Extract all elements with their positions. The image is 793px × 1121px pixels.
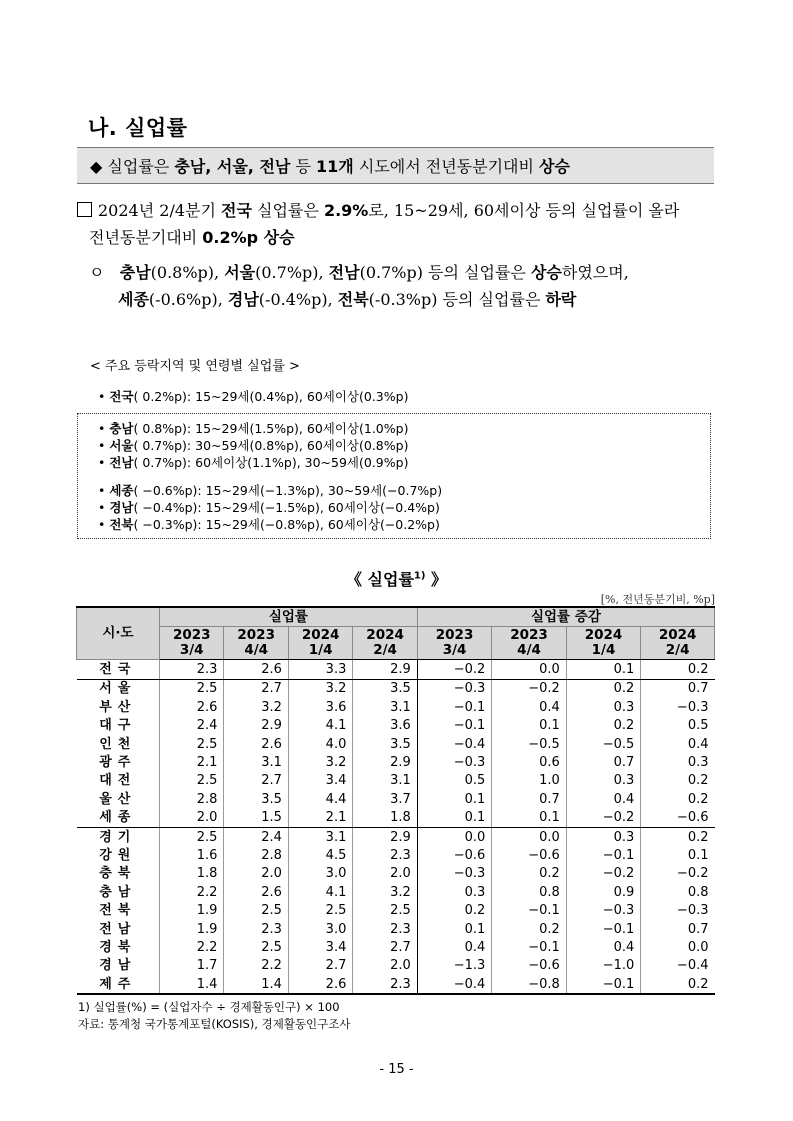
diamond-bullet-icon: ◆: [90, 157, 103, 176]
summary-part: 실업률은: [107, 157, 175, 176]
value-cell: 2.2: [160, 883, 224, 901]
summary-text: [90, 154, 570, 177]
value-cell: 2.7: [353, 938, 417, 956]
value-cell: −0.1: [492, 901, 566, 919]
value-cell: 0.4: [641, 735, 715, 753]
value-cell: −0.6: [641, 809, 715, 828]
para-bold: 충남: [119, 263, 151, 282]
region-cell: 광주: [77, 753, 160, 771]
value-cell: 2.0: [353, 865, 417, 883]
value-cell: 0.3: [417, 883, 491, 901]
value-cell: −0.2: [566, 865, 640, 883]
value-cell: −1.3: [417, 957, 491, 975]
rise-list: [98, 420, 408, 471]
value-cell: −0.3: [641, 901, 715, 919]
value-cell: 3.5: [353, 679, 417, 698]
value-cell: 2.5: [224, 901, 288, 919]
para-text: 2024년 2/4분기: [98, 201, 222, 220]
group-header: 실업률 증감: [417, 607, 714, 627]
region-cell: 제주: [77, 975, 160, 994]
table-row: [77, 827, 715, 846]
para-bold: 0.2%p 상승: [202, 228, 295, 247]
para-bold: 전국: [221, 201, 252, 220]
period-header: 2024 1/4: [566, 627, 640, 660]
value-cell: 2.0: [353, 957, 417, 975]
period-header: 2023 4/4: [224, 627, 288, 660]
value-cell: 0.6: [492, 753, 566, 771]
summary-part: 시도에서 전년동분기대비: [353, 157, 540, 176]
value-cell: −1.0: [566, 957, 640, 975]
value-cell: 0.7: [492, 790, 566, 808]
period-header-row: [77, 627, 715, 660]
paragraph-line-1: [77, 198, 679, 221]
value-cell: 2.6: [224, 883, 288, 901]
value-cell: 0.5: [417, 772, 491, 790]
value-cell: 2.5: [160, 735, 224, 753]
value-cell: 2.2: [160, 938, 224, 956]
region-cell: 울산: [77, 790, 160, 808]
value-cell: 2.3: [353, 846, 417, 864]
value-cell: 0.3: [566, 772, 640, 790]
list-item: • 서울( 0.7%p): 30~59세(0.8%p), 60세이상(0.8%p): [98, 438, 409, 453]
fall-list: [98, 482, 442, 533]
value-cell: 3.7: [353, 790, 417, 808]
value-cell: −0.1: [566, 846, 640, 864]
value-cell: −0.2: [641, 865, 715, 883]
value-cell: 3.4: [288, 772, 352, 790]
value-cell: 0.7: [641, 679, 715, 698]
value-cell: 2.9: [353, 753, 417, 771]
table-row: [77, 679, 715, 698]
value-cell: 0.0: [417, 827, 491, 846]
value-cell: 2.5: [160, 772, 224, 790]
value-cell: 3.2: [353, 883, 417, 901]
value-cell: 3.1: [353, 772, 417, 790]
value-cell: −0.6: [492, 846, 566, 864]
value-cell: 1.6: [160, 846, 224, 864]
para-bold: 전북: [337, 290, 369, 309]
value-cell: 2.4: [160, 717, 224, 735]
region-detail: ( −0.3%p): 15~29세(−0.8%p), 60세이상(−0.2%p): [133, 517, 440, 532]
value-cell: 3.4: [288, 938, 352, 956]
group-header: 실업률: [160, 607, 418, 627]
para-text: 실업률은: [251, 201, 324, 220]
value-cell: 2.5: [224, 938, 288, 956]
value-cell: −0.3: [417, 865, 491, 883]
region-detail: ( 0.7%p): 30~59세(0.8%p), 60세이상(0.8%p): [133, 438, 409, 453]
value-cell: 2.7: [288, 957, 352, 975]
value-cell: 0.3: [641, 753, 715, 771]
value-cell: 0.8: [492, 883, 566, 901]
summary-part: 등: [290, 157, 317, 176]
value-cell: 0.2: [641, 790, 715, 808]
para-text: (0.8%p),: [150, 263, 225, 282]
region-detail: ( 0.2%p): 15~29세(0.4%p), 60세이상(0.3%p): [133, 389, 409, 404]
value-cell: 1.8: [160, 865, 224, 883]
value-cell: 4.0: [288, 735, 352, 753]
value-cell: 0.2: [641, 660, 715, 679]
value-cell: 2.1: [160, 753, 224, 771]
region-cell: 서울: [77, 679, 160, 698]
value-cell: 0.2: [566, 717, 640, 735]
row-header: 시·도: [77, 607, 160, 660]
table-row: [77, 938, 715, 956]
region-cell: 전남: [77, 920, 160, 938]
value-cell: 0.3: [566, 827, 640, 846]
value-cell: 0.4: [566, 938, 640, 956]
para-text: (0.7%p),: [255, 263, 329, 282]
value-cell: −0.5: [566, 735, 640, 753]
value-cell: 0.7: [641, 920, 715, 938]
region-cell: 인천: [77, 735, 160, 753]
period-header: 2024 2/4: [353, 627, 417, 660]
region-cell: 대구: [77, 717, 160, 735]
value-cell: 1.4: [160, 975, 224, 994]
table-header-row: [77, 607, 715, 627]
region-detail: ( −0.6%p): 15~29세(−1.3%p), 30~59세(−0.7%p): [133, 483, 443, 498]
value-cell: −0.1: [566, 920, 640, 938]
value-cell: 3.0: [288, 865, 352, 883]
value-cell: 3.5: [353, 735, 417, 753]
value-cell: 2.3: [224, 920, 288, 938]
value-cell: −0.1: [417, 698, 491, 716]
table-row: [77, 883, 715, 901]
footnote-1: 1) 실업률(%) = (실업자수 ÷ 경제활동인구) × 100: [78, 1000, 340, 1014]
para-bold: 하락: [545, 290, 577, 309]
period-header: 2023 4/4: [492, 627, 566, 660]
value-cell: 0.0: [492, 660, 566, 679]
paragraph-line-3: [89, 260, 629, 283]
value-cell: 3.0: [288, 920, 352, 938]
period-header: 2023 3/4: [160, 627, 224, 660]
value-cell: 0.1: [492, 717, 566, 735]
para-bold: 상승: [530, 263, 562, 282]
value-cell: 2.9: [353, 827, 417, 846]
list-item: • 충남( 0.8%p): 15~29세(1.5%p), 60세이상(1.0%p): [98, 421, 409, 436]
region-cell: 대전: [77, 772, 160, 790]
value-cell: −0.3: [417, 753, 491, 771]
unemployment-table: [76, 606, 715, 995]
period-header: 2024 2/4: [641, 627, 715, 660]
value-cell: 2.0: [224, 865, 288, 883]
value-cell: 0.2: [492, 920, 566, 938]
value-cell: 0.2: [641, 975, 715, 994]
value-cell: −0.2: [417, 660, 491, 679]
value-cell: 2.4: [224, 827, 288, 846]
value-cell: −0.3: [566, 901, 640, 919]
table-row: [77, 957, 715, 975]
table-row: [77, 660, 715, 679]
summary-bold: 상승: [539, 157, 570, 176]
table-title: [0, 567, 793, 590]
value-cell: 2.5: [160, 827, 224, 846]
value-cell: 0.0: [641, 938, 715, 956]
value-cell: 4.5: [288, 846, 352, 864]
value-cell: 0.2: [641, 827, 715, 846]
list-item: • 전북( −0.3%p): 15~29세(−0.8%p), 60세이상(−0.2%p): [98, 517, 440, 532]
region-cell: 경북: [77, 938, 160, 956]
value-cell: 0.1: [566, 660, 640, 679]
value-cell: 0.4: [492, 698, 566, 716]
table-row: [77, 735, 715, 753]
value-cell: 3.2: [224, 698, 288, 716]
value-cell: 1.4: [224, 975, 288, 994]
value-cell: 0.7: [566, 753, 640, 771]
value-cell: 0.1: [417, 790, 491, 808]
value-cell: −0.8: [492, 975, 566, 994]
para-bold: 경남: [227, 290, 259, 309]
value-cell: 2.6: [224, 660, 288, 679]
value-cell: −0.3: [641, 698, 715, 716]
value-cell: −0.5: [492, 735, 566, 753]
region-cell: 강원: [77, 846, 160, 864]
value-cell: −0.2: [492, 679, 566, 698]
region-detail: ( 0.7%p): 60세이상(1.1%p), 30~59세(0.9%p): [133, 455, 409, 470]
table-row: [77, 920, 715, 938]
region-name: 전북: [109, 517, 134, 532]
value-cell: 0.1: [641, 846, 715, 864]
value-cell: 2.0: [160, 809, 224, 828]
table-row: [77, 865, 715, 883]
value-cell: 0.1: [417, 809, 491, 828]
value-cell: 1.5: [224, 809, 288, 828]
page-number: - 15 -: [379, 1062, 414, 1077]
value-cell: −0.4: [417, 975, 491, 994]
regional-caption: < 주요 등락지역 및 연령별 실업률 >: [90, 359, 300, 374]
value-cell: 0.8: [641, 883, 715, 901]
region-cell: 부산: [77, 698, 160, 716]
region-cell: 전북: [77, 901, 160, 919]
table-row: [77, 790, 715, 808]
table-row: [77, 717, 715, 735]
value-cell: −0.3: [417, 679, 491, 698]
region-detail: ( 0.8%p): 15~29세(1.5%p), 60세이상(1.0%p): [133, 421, 409, 436]
para-bold: 전남: [328, 263, 360, 282]
para-text: 전년동분기대비: [89, 228, 203, 247]
value-cell: 2.8: [160, 790, 224, 808]
region-name: 전남: [109, 455, 134, 470]
list-item: • 경남( −0.4%p): 15~29세(−1.5%p), 60세이상(−0.4%p): [98, 500, 440, 515]
region-name: 서울: [109, 438, 134, 453]
value-cell: 4.4: [288, 790, 352, 808]
period-header: 2024 1/4: [288, 627, 352, 660]
value-cell: 2.8: [224, 846, 288, 864]
value-cell: 2.9: [224, 717, 288, 735]
table-title-end: 》: [425, 570, 448, 589]
para-text: (-0.3%p) 등의 실업률은: [368, 290, 546, 309]
region-cell: 전국: [77, 660, 160, 679]
table-row: [77, 753, 715, 771]
region-cell: 충북: [77, 865, 160, 883]
value-cell: −0.6: [417, 846, 491, 864]
value-cell: 3.3: [288, 660, 352, 679]
value-cell: 2.3: [353, 975, 417, 994]
value-cell: −0.4: [641, 957, 715, 975]
value-cell: −0.2: [566, 809, 640, 828]
summary-bold: 11개: [316, 157, 354, 176]
list-item: • 세종( −0.6%p): 15~29세(−1.3%p), 30~59세(−0.7%p): [98, 483, 443, 498]
value-cell: 2.7: [224, 679, 288, 698]
footnote-marker: 1): [413, 570, 426, 582]
table-row: [77, 698, 715, 716]
value-cell: −0.6: [492, 957, 566, 975]
para-text: 로, 15~29세, 60세이상 등의 실업률이 올라: [368, 201, 680, 220]
summary-bold: 충남, 서울, 전남: [174, 157, 291, 176]
value-cell: 1.0: [492, 772, 566, 790]
value-cell: 3.5: [224, 790, 288, 808]
period-header: 2023 3/4: [417, 627, 491, 660]
region-cell: 세종: [77, 809, 160, 828]
para-bold: 2.9%: [323, 201, 369, 220]
value-cell: 0.2: [492, 865, 566, 883]
region-cell: 경기: [77, 827, 160, 846]
value-cell: 3.2: [288, 679, 352, 698]
table-unit: [%, 전년동분기비, %p]: [600, 593, 715, 606]
value-cell: 3.6: [288, 698, 352, 716]
list-item: • 전남( 0.7%p): 60세이상(1.1%p), 30~59세(0.9%p): [98, 455, 409, 470]
para-text: (-0.4%p),: [258, 290, 338, 309]
value-cell: 3.2: [288, 753, 352, 771]
value-cell: 0.4: [417, 938, 491, 956]
value-cell: 1.8: [353, 809, 417, 828]
value-cell: −0.1: [566, 975, 640, 994]
national-line: • 전국( 0.2%p): 15~29세(0.4%p), 60세이상(0.3%p): [98, 389, 409, 404]
value-cell: 2.6: [160, 698, 224, 716]
value-cell: 3.1: [224, 753, 288, 771]
value-cell: 2.1: [288, 809, 352, 828]
value-cell: 2.5: [288, 901, 352, 919]
value-cell: 0.1: [417, 920, 491, 938]
value-cell: 1.9: [160, 901, 224, 919]
value-cell: 2.3: [353, 920, 417, 938]
value-cell: 2.6: [288, 975, 352, 994]
footnote-2: 자료: 통계청 국가통계포털(KOSIS), 경제활동인구조사: [78, 1017, 351, 1031]
value-cell: 3.6: [353, 717, 417, 735]
region-name: 전국: [109, 389, 134, 404]
para-text: 하였으며,: [561, 263, 629, 282]
value-cell: 0.2: [417, 901, 491, 919]
para-text: (-0.6%p),: [148, 290, 228, 309]
para-text: (0.7%p) 등의 실업률은: [359, 263, 531, 282]
region-name: 세종: [109, 483, 134, 498]
value-cell: 0.4: [566, 790, 640, 808]
value-cell: 4.1: [288, 717, 352, 735]
value-cell: 2.5: [160, 679, 224, 698]
value-cell: 0.2: [641, 772, 715, 790]
value-cell: 3.1: [288, 827, 352, 846]
circle-bullet-icon: ㅇ: [89, 263, 105, 282]
region-cell: 경남: [77, 957, 160, 975]
table-row: [77, 846, 715, 864]
table-row: [77, 901, 715, 919]
table-body: [77, 660, 715, 995]
value-cell: 1.7: [160, 957, 224, 975]
paragraph-line-2: [89, 225, 295, 248]
table-row: [77, 975, 715, 994]
value-cell: 2.6: [224, 735, 288, 753]
region-cell: 충남: [77, 883, 160, 901]
value-cell: 2.5: [353, 901, 417, 919]
region-detail: ( −0.4%p): 15~29세(−1.5%p), 60세이상(−0.4%p): [133, 500, 440, 515]
value-cell: 2.3: [160, 660, 224, 679]
para-bold: 서울: [224, 263, 256, 282]
checkbox-icon: [77, 202, 92, 217]
value-cell: 0.0: [492, 827, 566, 846]
region-name: 충남: [109, 421, 134, 436]
value-cell: 0.2: [566, 679, 640, 698]
value-cell: 0.3: [566, 698, 640, 716]
region-name: 경남: [109, 500, 134, 515]
value-cell: 1.9: [160, 920, 224, 938]
value-cell: 2.2: [224, 957, 288, 975]
value-cell: 0.9: [566, 883, 640, 901]
para-bold: 세종: [118, 290, 149, 309]
table-row: [77, 809, 715, 828]
section-title: 나. 실업률: [88, 116, 188, 140]
value-cell: 0.1: [492, 809, 566, 828]
table-row: [77, 772, 715, 790]
table-title-text: 《 실업률: [345, 570, 414, 589]
value-cell: −0.4: [417, 735, 491, 753]
value-cell: 0.5: [641, 717, 715, 735]
value-cell: −0.1: [492, 938, 566, 956]
value-cell: 2.9: [353, 660, 417, 679]
value-cell: −0.1: [417, 717, 491, 735]
value-cell: 3.1: [353, 698, 417, 716]
paragraph-line-4: [118, 287, 576, 310]
value-cell: 4.1: [288, 883, 352, 901]
value-cell: 2.7: [224, 772, 288, 790]
